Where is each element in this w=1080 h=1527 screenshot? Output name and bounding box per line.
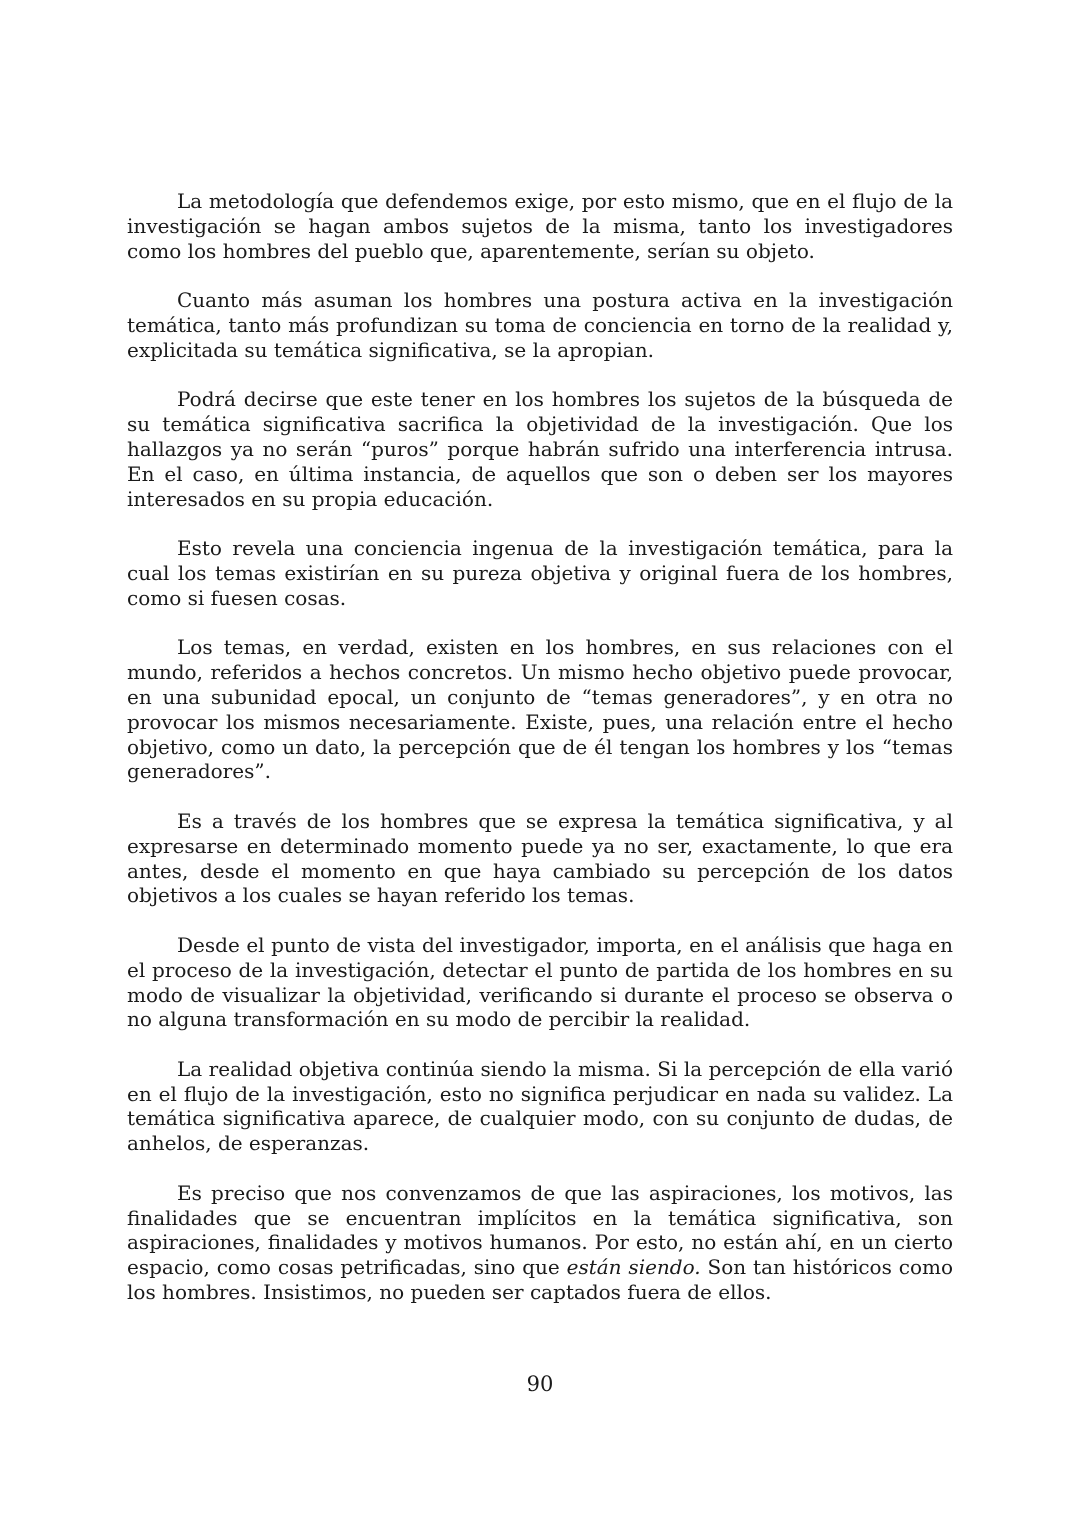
paragraph-6: Es a través de los hombres que se expresa la temática significativa, y al expresarse en determinado momento puede ya no ser, exactamente, lo que era antes, desde el momento en que haya cambiado su percepción de los datos objetivos a los cuales se hayan referido los temas. xyxy=(127,808,953,908)
paragraph-4: Esto revela una conciencia ingenua de la investigación temática, para la cual los temas existirían en su pureza objetiva y original fuera de los hombres, como si fuesen cosas. xyxy=(127,536,953,610)
page-number: 90 xyxy=(526,1372,554,1396)
paragraph-9 xyxy=(127,1181,953,1305)
paragraph-2: Cuanto más asuman los hombres una postura activa en la investigación temática, tanto más profundizan su toma de conciencia en torno de la realidad y, explicitada su temática significativa, se la apropian. xyxy=(127,288,953,362)
paragraph-9-text-before: Es preciso que nos convenzamos de que las aspiraciones, los motivos, las finalidades que se encuentran implícitos en la temática significativa, son aspiraciones, finalidades y motivos humanos. Por esto, no están ahí, en un cierto espacio, como cosas petrificadas, sino que xyxy=(127,1180,953,1280)
paragraph-9-emphasis: están siendo. xyxy=(566,1255,701,1280)
paragraph-8: La realidad objetiva continúa siendo la misma. Si la percepción de ella varió en el flujo de la investigación, esto no significa perjudicar en nada su validez. La temática significativa aparece, de cualquier modo, con su conjunto de dudas, de anhelos, de esperanzas. xyxy=(127,1056,953,1156)
paragraph-1: La metodología que defendemos exige, por esto mismo, que en el flujo de la investigación se hagan ambos sujetos de la misma, tanto los investigadores como los hombres del pueblo que, aparentemente, serían su objeto. xyxy=(127,189,953,263)
paragraph-3: Podrá decirse que este tener en los hombres los sujetos de la búsqueda de su temática significativa sacrifica la objetividad de la investigación. Que los hallazgos ya no serán “puros” porque habrán sufrido una interferencia intrusa. En el caso, en última instancia, de aquellos que son o deben ser los mayores interesados en su propia educación. xyxy=(127,387,953,511)
paragraph-7: Desde el punto de vista del investigador, importa, en el análisis que haga en el proceso de la investigación, detectar el punto de partida de los hombres en su modo de visualizar la objetividad, verificando si durante el proceso se observa o no alguna transformación en su modo de percibir la realidad. xyxy=(127,932,953,1032)
body-text xyxy=(127,189,953,1305)
paragraph-9-text-after: Son tan históricos como los hombres. Insistimos, no pueden ser captados fuera de ellos. xyxy=(127,1255,953,1305)
paragraph-5: Los temas, en verdad, existen en los hombres, en sus relaciones con el mundo, referidos a hechos concretos. Un mismo hecho objetivo puede provocar, en una subunidad epocal, un conjunto de “temas generadores”, y en otra no provocar los mismos necesariamente. Existe, pues, una relación entre el hecho objetivo, como un dato, la percepción que de él tengan los hombres y los “temas generadores”. xyxy=(127,635,953,784)
